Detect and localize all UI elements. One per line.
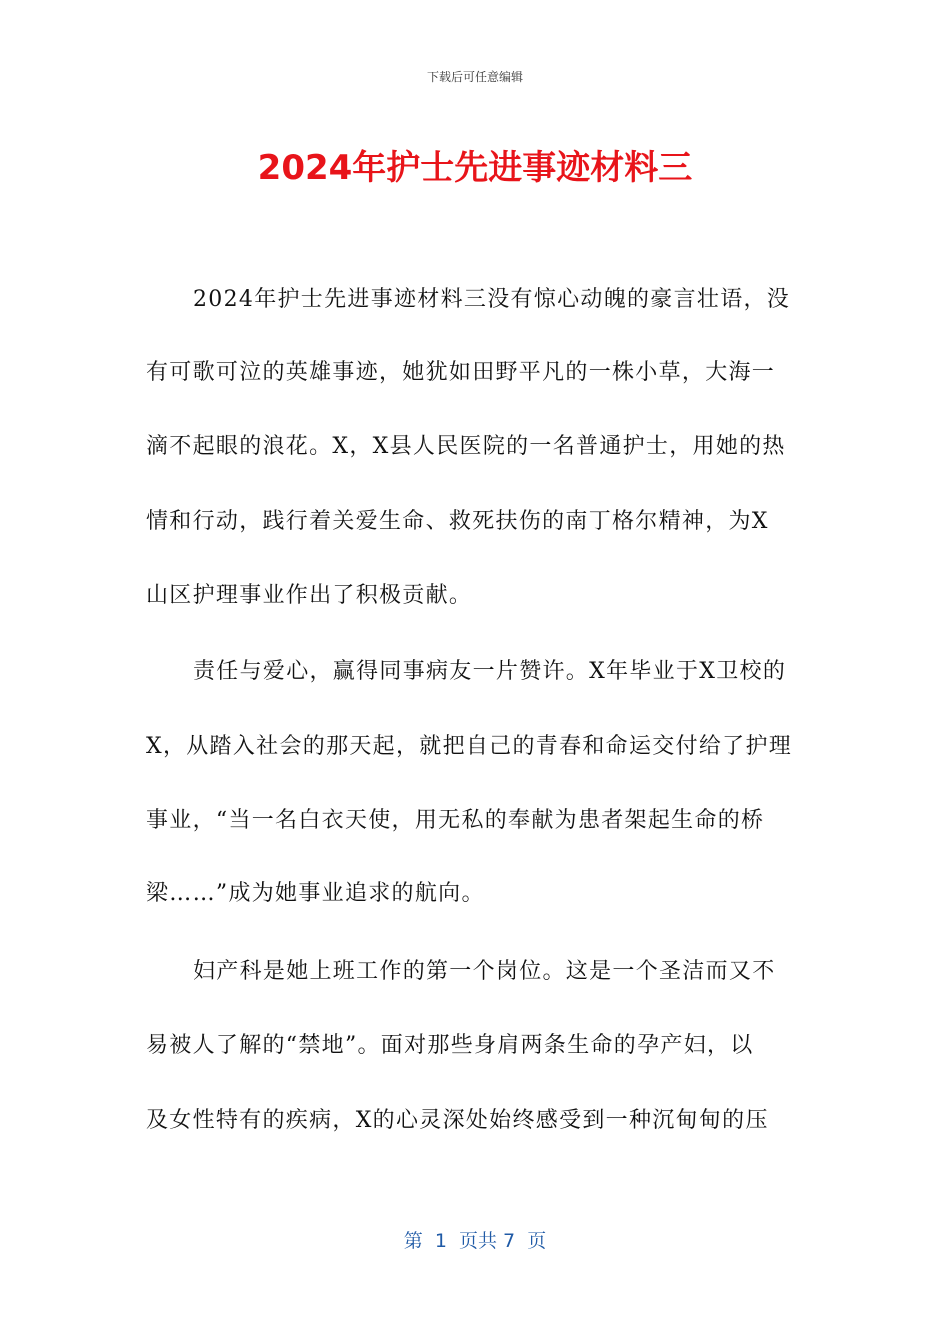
body-line: 山区护理事业作出了积极贡献。: [146, 583, 473, 608]
body-line: 2024年护士先进事迹材料三没有惊心动魄的豪言壮语，没: [193, 287, 791, 312]
body-line: 易被人了解的“禁地”。面对那些身肩两条生命的孕产妇，以: [146, 1033, 754, 1058]
body-line: 责任与爱心，赢得同事病友一片赞许。X年毕业于X卫校的: [193, 659, 787, 684]
body-line: 情和行动，践行着关爱生命、救死扶伤的南丁格尔精神，为X: [146, 509, 769, 534]
body-line: 事业，“当一名白衣天使，用无私的奉献为患者架起生命的桥: [146, 808, 765, 833]
body-line: 妇产科是她上班工作的第一个岗位。这是一个圣洁而又不: [193, 959, 776, 984]
document-title: 2024年护士先进事迹材料三: [257, 148, 693, 188]
body-line: 及女性特有的疾病，X的心灵深处始终感受到一种沉甸甸的压: [146, 1108, 769, 1133]
body-line: 滴不起眼的浪花。X，X县人民医院的一名普通护士，用她的热: [146, 434, 786, 459]
body-line: X，从踏入社会的那天起，就把自己的青春和命运交付给了护理: [146, 734, 793, 759]
body-line: 有可歌可泣的英雄事迹，她犹如田野平凡的一株小草，大海一: [146, 360, 776, 385]
body-line: 梁……”成为她事业追求的航向。: [146, 881, 485, 906]
page-footer: 第 1 页共 7 页: [403, 1230, 547, 1252]
header-note: 下载后可任意编辑: [426, 70, 523, 84]
